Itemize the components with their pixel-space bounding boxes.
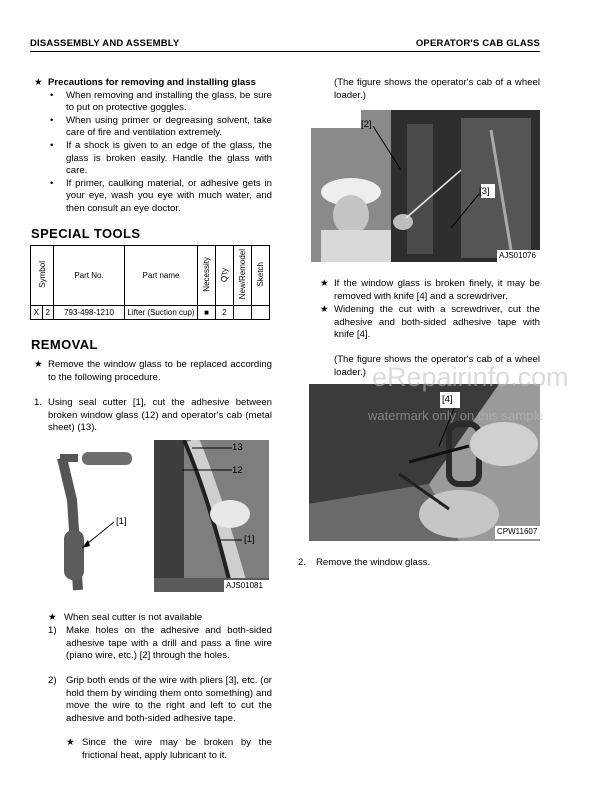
star-icon: ★ (34, 77, 43, 88)
callout-1-left: [1] (116, 516, 127, 527)
figure-id: AJS01081 (226, 581, 263, 590)
figure-id: CPW11607 (497, 527, 538, 536)
step-1-text: Using seal cutter [1], cut the adhesive between broken window glass (12) and operator's cab (metal sheet) (13). (48, 397, 272, 434)
right-bullet-1-text: If the window glass is broken finely, it may be removed with knife [4] and a screwdriver. (334, 278, 540, 302)
right-bullet-2 (320, 304, 540, 342)
figure-caption-1: (The figure shows the operator's cab of a wheel loader.) (334, 77, 540, 101)
step-number: 1. (34, 397, 43, 408)
step-2 (298, 557, 538, 570)
special-tools-table (30, 245, 270, 320)
callout-3: [3] (479, 186, 490, 197)
precautions-block (34, 77, 272, 216)
note-unavailable (48, 612, 272, 625)
right-bullet-2-text: Widening the cut with a screwdriver, cut the adhesive and both-sided adhesive tape with knife [4]. (334, 304, 540, 341)
cell-symbol-a: X (31, 306, 43, 320)
step-1 (34, 397, 272, 435)
cell-part-no: 793-498-1210 (54, 306, 125, 320)
substep-2-text: Grip both ends of the wire with pliers [3], etc. (or hold them by winding them onto something) and move the wire to the right and left to cut the adhesive and both-sided adhesive tape. (66, 675, 272, 724)
cell-qty: 2 (216, 306, 234, 320)
figure-id: AJS01076 (499, 251, 536, 260)
substep-number: 1) (48, 625, 57, 636)
step-number: 2. (298, 557, 307, 568)
removal-intro-block (34, 359, 272, 384)
bullet-icon: • (50, 177, 54, 189)
star-icon: ★ (66, 737, 75, 748)
star-icon: ★ (48, 612, 57, 623)
cell-sketch (252, 306, 270, 320)
callout-13: 13 (232, 442, 243, 453)
substep-number: 2) (48, 675, 57, 686)
right-bullet-1 (320, 278, 540, 303)
col-part-no: Part No. (54, 246, 125, 306)
bullet-icon: • (50, 114, 54, 126)
callout-12: 12 (232, 465, 243, 476)
removal-intro: Remove the window glass to be replaced according to the following procedure. (48, 359, 272, 383)
callout-1-right: [1] (244, 534, 255, 545)
substep-2-note (66, 737, 272, 762)
precaution-item: If primer, caulking material, or adhesive gets in your eye, wash you eye with much water, and then consult an eye doctor. (66, 177, 272, 214)
col-part-name: Part name (125, 246, 198, 306)
figure-wire-cutting (311, 110, 540, 262)
col-sketch: Sketch (256, 262, 265, 287)
substep-2-note-text: Since the wire may be broken by the frictional heat, apply lubricant to it. (82, 737, 272, 761)
precautions-title: Precautions for removing and installing glass (48, 77, 256, 88)
col-new-remodel: New/Remodel (238, 249, 247, 300)
figure-seal-cutter (42, 440, 269, 592)
watermark-note: watermark only on this sample (368, 408, 544, 423)
callout-4: [4] (442, 394, 453, 405)
substep-1 (48, 625, 272, 663)
col-necessity: Necessity (202, 257, 211, 292)
step-2-text: Remove the window glass. (316, 557, 431, 568)
figure-caption-2: (The figure shows the operator's cab of a wheel loader.) (334, 354, 540, 378)
header-left: DISASSEMBLY AND ASSEMBLY (30, 38, 180, 49)
cell-part-name: Lifter (Suction cup) (125, 306, 198, 320)
precaution-item: If a shock is given to an edge of the glass, the glass is broken easily. Handle the glass with care. (66, 139, 272, 177)
star-icon: ★ (320, 304, 329, 315)
col-qty: Q'ty (220, 267, 229, 282)
col-symbol: Symbol (37, 261, 47, 288)
note-unavailable-text: When seal cutter is not available (64, 612, 203, 623)
bullet-icon: • (50, 139, 54, 151)
removal-heading: REMOVAL (31, 337, 98, 352)
header-right: OPERATOR'S CAB GLASS (415, 38, 540, 49)
cell-new (234, 306, 252, 320)
bullet-icon: • (50, 89, 54, 101)
precaution-item: When using primer or degreasing solvent, take care of fire and ventilation extremely. (66, 114, 272, 139)
watermark-site: eRepairinfo.com (372, 362, 569, 392)
star-icon: ★ (34, 359, 43, 370)
seal-cutter-illustration (42, 440, 269, 592)
cell-necessity: ■ (198, 306, 216, 320)
wire-cutting-photo (311, 110, 540, 262)
special-tools-heading: SPECIAL TOOLS (31, 226, 141, 241)
header-rule (30, 51, 540, 52)
substep-2 (48, 675, 272, 725)
substep-1-text: Make holes on the adhesive and both-sided adhesive tape with a drill and pass a fine wire (piano wire, etc.) [2] through the holes. (66, 625, 272, 662)
callout-2: [2] (361, 119, 372, 130)
precaution-item: When removing and installing the glass, be sure to put on protective goggles. (66, 89, 272, 114)
cell-symbol-b: 2 (42, 306, 54, 320)
star-icon: ★ (320, 278, 329, 289)
